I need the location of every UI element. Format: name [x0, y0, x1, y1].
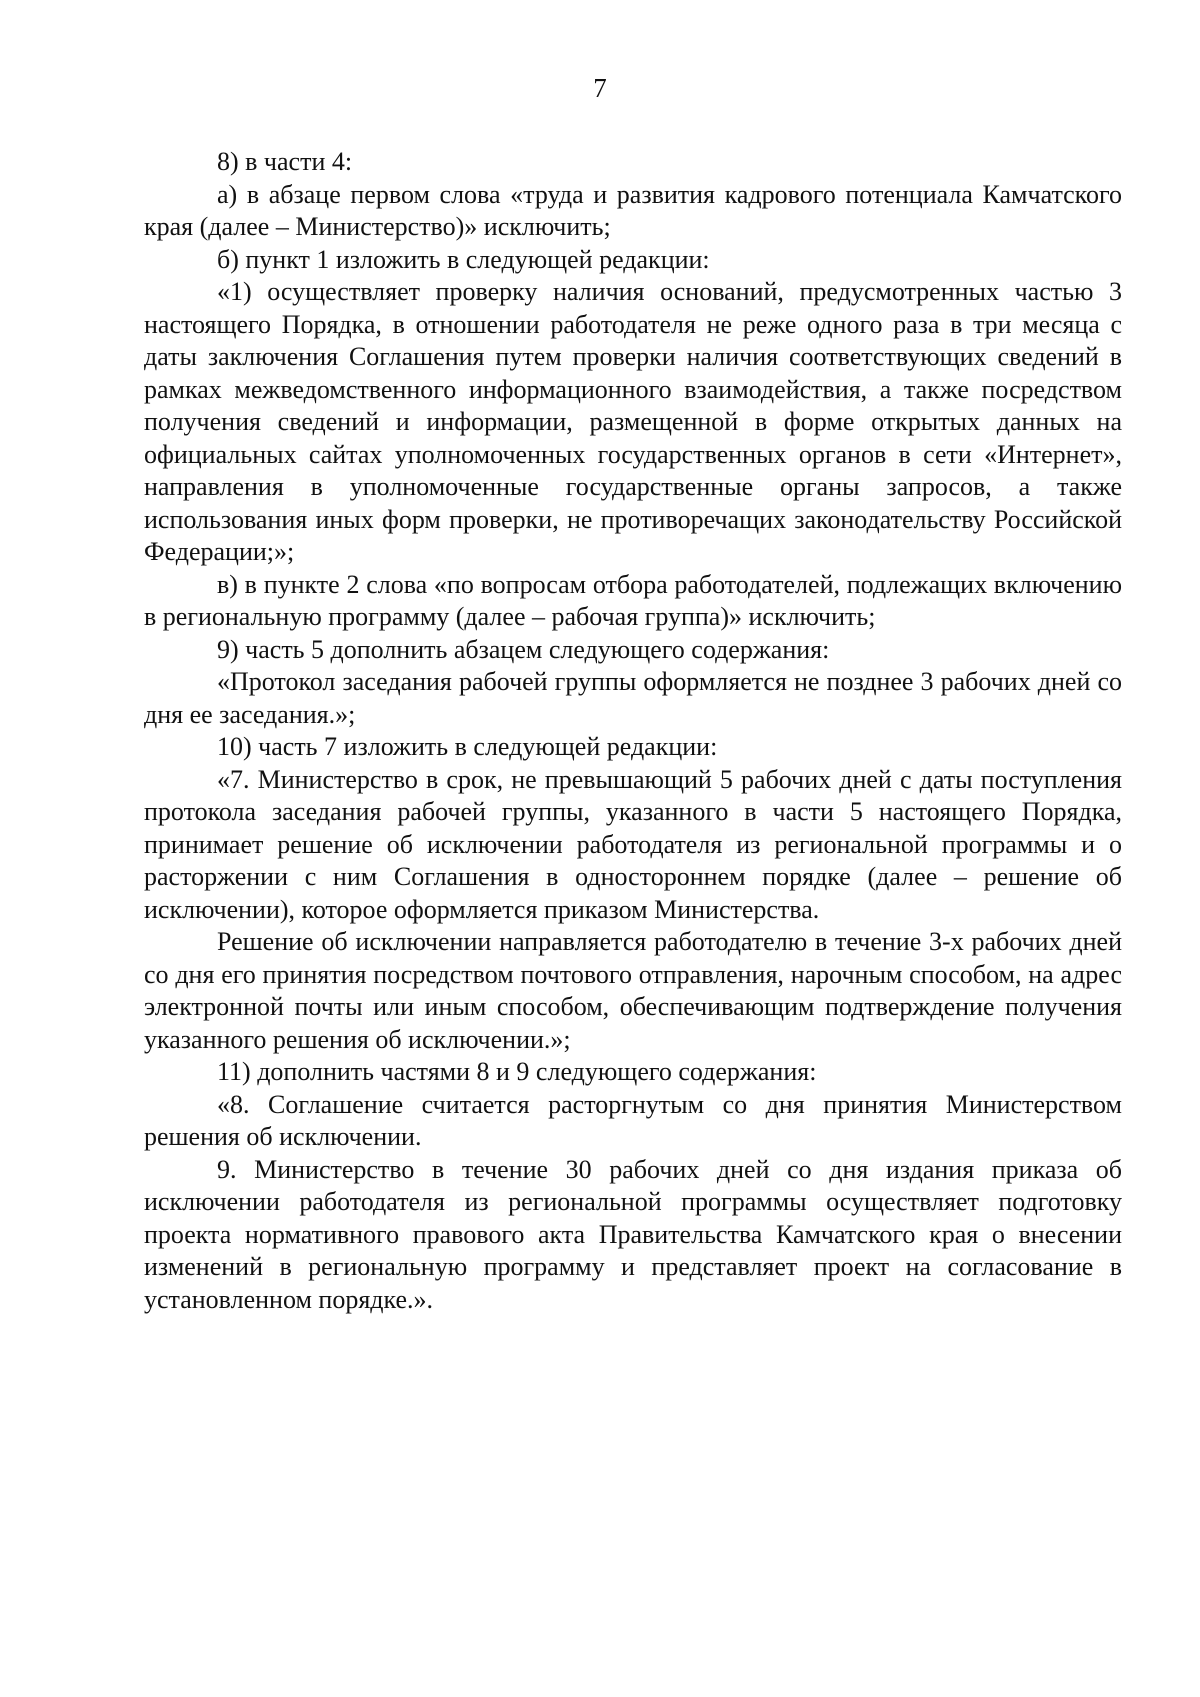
- paragraph-item-9: 9) часть 5 дополнить абзацем следующего содержания:: [217, 634, 830, 664]
- paragraph-part-8-text: «8. Соглашение считается расторгнутым со дня принятия Министерством решения об исключении.: [144, 1089, 1122, 1151]
- paragraph-item-10: 10) часть 7 изложить в следующей редакции:: [217, 732, 718, 761]
- document-body: [144, 146, 1122, 1316]
- paragraph-subitem-b: б) пункт 1 изложить в следующей редакции:: [217, 244, 710, 274]
- paragraph-point-1-text: «1) осуществляет проверку наличия оснований, предусмотренных частью 3 настоящего Порядка, в отношении работодателя не реже одного раза в три месяца с даты заключения Соглашения путем проверки наличия соответствующих сведений в рамках межведомственного информационного взаимодействия, а также посредством получения сведений и информации, размещенной в форме открытых данных на официальных сайтах уполномоченных государственных органов в сети «Интернет», направления в уполномоченные государственные органы запросов, а также использования иных форм проверки, не противоречащих законодательству Российской Федерации;»;: [144, 277, 1122, 566]
- paragraph-part-9-text: 9. Министерство в течение 30 рабочих дней со дня издания приказа об исключении работодателя из региональной программы осуществляет подготовку проекта нормативного правового акта Правительства Камчатского края о внесении изменений в региональную программу и представляет проект на согласование в установленном порядке.».: [144, 1154, 1122, 1314]
- paragraph-subitem-a: а) в абзаце первом слова «труда и развития кадрового потенциала Камчатского края (далее – Министерство)» исключить;: [144, 179, 1122, 241]
- paragraph-item-11: 11) дополнить частями 8 и 9 следующего содержания:: [217, 1057, 817, 1086]
- paragraph-subitem-v: в) в пункте 2 слова «по вопросам отбора работодателей, подлежащих включению в региональную программу (далее – рабочая группа)» исключить;: [144, 569, 1122, 631]
- paragraph-part-4-heading: 8) в части 4:: [217, 147, 353, 176]
- paragraph-protocol-text: «Протокол заседания рабочей группы оформляется не позднее 3 рабочих дней со дня ее заседания.»;: [144, 667, 1122, 729]
- paragraph-part-7-text: «7. Министерство в срок, не превышающий 5 рабочих дней с даты поступления протокола заседания рабочей группы, указанного в части 5 настоящего Порядка, принимает решение об исключении работодателя из региональной программы и о расторжении с ним Соглашения в одностороннем порядке (далее – решение об исключении), которое оформляется приказом Министерства.: [144, 764, 1122, 924]
- paragraph-decision-notice: Решение об исключении направляется работодателю в течение 3-х рабочих дней со дня его принятия посредством почтового отправления, нарочным способом, на адрес электронной почты или иным способом, обеспечивающим подтверждение получения указанного решения об исключении.»;: [144, 927, 1122, 1054]
- page-number: 7: [593, 73, 607, 103]
